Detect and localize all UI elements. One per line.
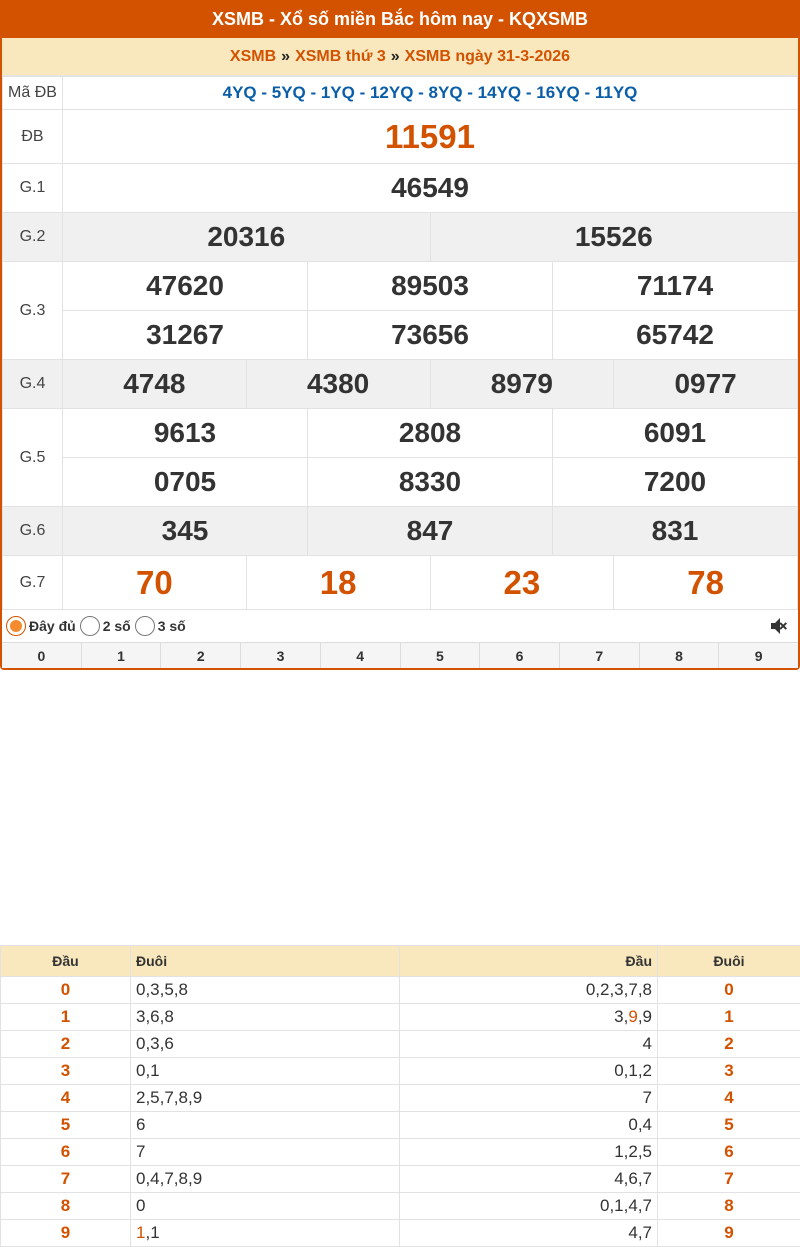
digit-filter-0[interactable]: 0	[2, 643, 82, 668]
loto-heads: 7	[400, 1085, 658, 1112]
digit-filter-5[interactable]: 5	[401, 643, 481, 668]
loto-tails: 0,4,7,8,9	[131, 1166, 400, 1193]
g4-label: G.4	[3, 360, 63, 409]
loto-tail: 7	[658, 1166, 800, 1193]
g4-number: 4748	[63, 360, 247, 409]
option-two-digits[interactable]	[80, 616, 131, 636]
g7-number: 23	[430, 556, 614, 610]
breadcrumb-sep: »	[390, 47, 400, 65]
option-full[interactable]	[6, 616, 76, 636]
loto-tail: 2	[658, 1031, 800, 1058]
loto-heads: 1,2,5	[400, 1139, 658, 1166]
table-row	[1, 1085, 800, 1112]
loto-tails: 7	[131, 1139, 400, 1166]
g5-number: 9613	[63, 409, 308, 458]
g3-number: 47620	[63, 262, 308, 311]
digit-filter-9[interactable]: 9	[754, 648, 763, 664]
radio-two-digits[interactable]	[80, 616, 100, 636]
ma-db-label: Mã ĐB	[3, 77, 63, 110]
digit-filter-6[interactable]: 6	[480, 643, 560, 668]
g7-number: 70	[63, 556, 247, 610]
table-row	[1, 1058, 800, 1085]
loto-tails: 0,1	[131, 1058, 400, 1085]
loto-tails: 0,3,5,8	[131, 977, 400, 1004]
loto-tail: 0	[658, 977, 800, 1004]
loto-tails: 2,5,7,8,9	[131, 1085, 400, 1112]
digit-filter-1[interactable]: 1	[82, 643, 162, 668]
db-label: ĐB	[3, 110, 63, 164]
page-title: XSMB - Xổ số miền Bắc hôm nay - KQXSMB	[2, 0, 798, 38]
g6-number: 345	[63, 507, 308, 556]
loto-tail: 1	[658, 1004, 800, 1031]
digit-filter-2[interactable]: 2	[161, 643, 241, 668]
g4-number: 0977	[614, 360, 798, 409]
breadcrumb-weekday[interactable]: XSMB thứ 3	[295, 47, 386, 65]
loto-header-dau: Đầu	[400, 946, 658, 977]
g5-number: 7200	[553, 458, 798, 507]
special-prize: 11591	[63, 110, 798, 164]
g3-label: G.3	[3, 262, 63, 360]
g5-number: 8330	[308, 458, 553, 507]
digit-filter-4[interactable]: 4	[321, 643, 401, 668]
loto-heads-part: ,9	[637, 1007, 652, 1026]
breadcrumb-date[interactable]: XSMB ngày 31-3-2026	[404, 47, 571, 65]
table-row	[1, 1031, 800, 1058]
results-table	[2, 76, 798, 610]
g7-label: G.7	[3, 556, 63, 610]
loto-heads-part: 3,	[614, 1007, 629, 1026]
loto-tails: 6	[131, 1112, 400, 1139]
digit-filter-8[interactable]: 8	[640, 643, 720, 668]
volume-off-icon[interactable]	[768, 614, 792, 638]
digit-filter-3[interactable]: 3	[241, 643, 321, 668]
loto-tails	[131, 1220, 400, 1247]
loto-tails-part: ,1	[145, 1223, 160, 1242]
ma-db-value: 4YQ - 5YQ - 1YQ - 12YQ - 8YQ - 14YQ - 16YQ - 11YQ	[63, 77, 798, 110]
g4-number: 8979	[430, 360, 614, 409]
g1-label: G.1	[3, 164, 63, 213]
loto-head: 6	[1, 1139, 131, 1166]
g5-label: G.5	[3, 409, 63, 507]
loto-tail: 8	[658, 1193, 800, 1220]
g7-number: 78	[614, 556, 798, 610]
radio-three-digits[interactable]	[135, 616, 155, 636]
g3-number: 31267	[63, 311, 308, 360]
loto-tails: 0,3,6	[131, 1031, 400, 1058]
loto-head: 1	[1, 1004, 131, 1031]
breadcrumb-sep: »	[281, 47, 291, 65]
g2-number: 20316	[63, 213, 431, 262]
table-row	[1, 1112, 800, 1139]
loto-header-duoi: Đuôi	[131, 946, 400, 977]
table-row	[1, 1166, 800, 1193]
g2-label: G.2	[3, 213, 63, 262]
option-two-label: 2 số	[102, 618, 131, 634]
option-full-label: Đây đủ	[29, 618, 76, 634]
loto-tail: 3	[658, 1058, 800, 1085]
g5-number: 6091	[553, 409, 798, 458]
loto-heads-highlight: 9	[628, 1007, 638, 1026]
g3-number: 71174	[553, 262, 798, 311]
option-three-digits[interactable]	[135, 616, 186, 636]
loto-head: 0	[1, 977, 131, 1004]
table-row	[1, 977, 800, 1004]
loto-heads: 0,4	[400, 1112, 658, 1139]
loto-tails-highlight: 1	[136, 1223, 146, 1242]
loto-head: 3	[1, 1058, 131, 1085]
table-row	[1, 1004, 800, 1031]
loto-head: 9	[1, 1220, 131, 1247]
g6-label: G.6	[3, 507, 63, 556]
loto-tail: 5	[658, 1112, 800, 1139]
loto-heads: 4,6,7	[400, 1166, 658, 1193]
digit-filter-7[interactable]: 7	[560, 643, 640, 668]
display-options	[2, 610, 798, 642]
g4-number: 4380	[246, 360, 430, 409]
loto-head: 8	[1, 1193, 131, 1220]
loto-heads: 0,2,3,7,8	[400, 977, 658, 1004]
loto-tail: 4	[658, 1085, 800, 1112]
g6-number: 847	[308, 507, 553, 556]
g5-number: 2808	[308, 409, 553, 458]
loto-head: 2	[1, 1031, 131, 1058]
loto-tails: 0	[131, 1193, 400, 1220]
table-row	[1, 1193, 800, 1220]
loto-tail: 9	[658, 1220, 800, 1247]
table-row	[1, 1139, 800, 1166]
breadcrumb	[2, 38, 798, 76]
g7-number: 18	[246, 556, 430, 610]
loto-head: 5	[1, 1112, 131, 1139]
loto-heads	[400, 1004, 658, 1031]
loto-heads: 4	[400, 1031, 658, 1058]
g6-number: 831	[553, 507, 798, 556]
loto-table	[0, 945, 800, 1247]
loto-heads: 4,7	[400, 1220, 658, 1247]
loto-heads: 0,1,4,7	[400, 1193, 658, 1220]
table-row	[1, 1220, 800, 1247]
g3-number: 65742	[553, 311, 798, 360]
loto-heads: 0,1,2	[400, 1058, 658, 1085]
radio-full[interactable]	[6, 616, 26, 636]
breadcrumb-xsmb[interactable]: XSMB	[229, 47, 277, 65]
loto-head: 7	[1, 1166, 131, 1193]
loto-tails: 3,6,8	[131, 1004, 400, 1031]
g1-number: 46549	[63, 164, 798, 213]
digit-filter	[2, 642, 798, 668]
loto-tail: 6	[658, 1139, 800, 1166]
loto-header-duoi: Đuôi	[658, 946, 800, 977]
g5-number: 0705	[63, 458, 308, 507]
option-three-label: 3 số	[157, 618, 186, 634]
g3-number: 89503	[308, 262, 553, 311]
loto-header-dau: Đầu	[1, 946, 131, 977]
g3-number: 73656	[308, 311, 553, 360]
loto-head: 4	[1, 1085, 131, 1112]
g2-number: 15526	[430, 213, 798, 262]
